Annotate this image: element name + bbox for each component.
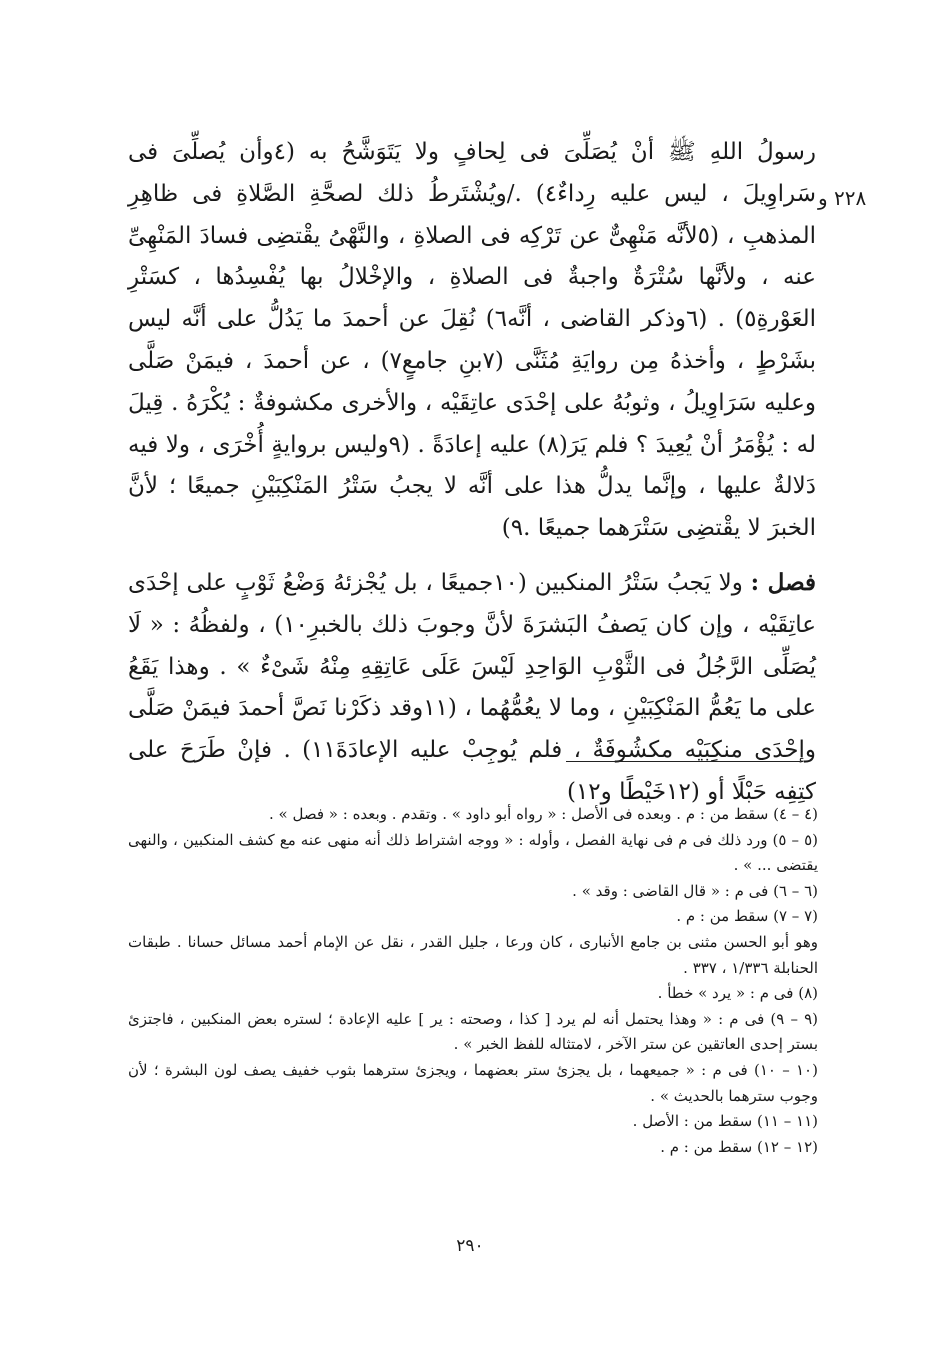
footnote: وهو أبو الحسن مثنى بن جامع الأنبارى ، كان ورعا ، جليل القدر ، نقل عن الإمام أحمد مسائل حسانا . طبقات الحنابلة ١/٣٣٦ ، ٣٣٧ . xyxy=(128,932,818,977)
fasl-paragraph xyxy=(128,562,816,814)
footnotes xyxy=(128,802,818,1160)
footnote: (٦ – ٦) فى م : « قال القاضى : وقد » . xyxy=(572,881,818,900)
folio-margin-note: ٢٢٨ و xyxy=(818,186,867,210)
fasl-heading: فصل : xyxy=(750,568,817,596)
footnote-separator xyxy=(566,761,800,762)
footnote: (٧ – ٧) سقط من : م . xyxy=(676,907,818,926)
footnote: (٤ – ٤) سقط من : م . وبعده فى الأصل : « رواه أبو داود » . وتقدم . وبعده : « فصل » . xyxy=(269,805,818,823)
footnote: (١١ – ١١) سقط من : الأصل . xyxy=(632,1112,818,1131)
main-text xyxy=(128,132,816,814)
footnote: (٩ – ٩) فى م : « وهذا يحتمل أنه لم يرد [ كذا ، وصحته : ير ] عليه الإعادة ؛ لستره بعض المنكبين ، فاجتزئ بستر إحدى العاتقين عن ستر الآخر ، لامتثاله للفظ الخبر » . xyxy=(128,1009,818,1054)
body-paragraph: رسولُ اللهِ ﷺ أنْ يُصَلِّىَ فى لِحافٍ ولا يَتَوَشَّحُ به (٤وأن يُصلِّىَ فى سَراوِيلَ ، ليس عليه رِداءٌ٤) ./ويُشْتَرطُ ذلك لصحَّةِ الصَّلاةِ فى ظاهِرِ المذهبِ ، (٥لأنَّه مَنْهِىٌّ عن تَرْكِه فى الصلاةِ ، والنَّهْىُ يقْتضِى فسادَ المَنْهِىِّ عنه ، ولأنَّها سُتْرَةٌ واجبةٌ فى الصلاةِ ، والإخْلالُ بها يُفْسِدُها ، كسَتْرِ العَوْرةِ٥) . (٦وذكر القاضى ، أنَّه٦) نُقِلَ عن أحمدَ ما يَدُلُّ على أنَّه ليس بشَرْطٍ ، وأخذهُ مِن روايَةِ مُثَنَّى (٧بنِ جامعٍ٧) ، عن أحمدَ ، فيمَنْ صَلَّى وعليه سَرَاوِيلُ ، وثوبُهُ على إحْدَى عاتِقَيْه ، والأخرى مكشوفةٌ : يُكْرَهُ . قِيلَ له : يُؤْمَرُ أنْ يُعِيدَ ؟ فلم يَرَ(٨) عليه إعادَةً . (٩وليس بروايةٍ أُخْرَى ، ولا فيه دَلالةٌ عليها ، وإنَّما يدلُّ هذا على أنَّه لا يجبُ سَتْرُ المَنْكِبَيْنِ جميعًا ؛ لأنَّ الخبرَ لا يقْتضِى سَتْرَهما جميعًا .٩) xyxy=(128,139,817,542)
footnote: (١٢ – ١٢) سقط من : م . xyxy=(660,1137,818,1156)
footnote: (٥ – ٥) ورد ذلك فى م فى نهاية الفصل ، وأوله : « ووجه اشتراط ذلك أنه منهى عنه مع كشف المنكبين ، والنهى يقتضى ... » . xyxy=(128,830,818,875)
footnote: (١٠ – ١٠) فى م : « جميعهما ، بل يجزئ ستر بعضهما ، ويجزئ سترهما بثوب خفيف يصف لون البشرة ؛ لأن وجوب سترهما بالحديث » . xyxy=(128,1060,818,1105)
page-number: ٢٩٠ xyxy=(456,1236,484,1256)
fasl-text: ولا يَجبُ سَتْرُ المنكبين (١٠جميعًا ، بل يُجْزئهُ وَضْعُ ثَوْبٍ على إحْدَى عاتِقَيْه ، وإن كان يَصفُ البَشرَةَ لأنَّ وجوبَ ذلك بالخبرِ١٠) ، ولفظُهُ : « لَا يُصَلِّى الرَّجُلُ فى الثَّوْبِ الوَاحِدِ لَيْسَ عَلَى عَاتِقِهِ مِنْهُ شَىْءٌ » . وهذا يَقَعُ على ما يَعُمُّ المَنْكِبَيْنِ ، وما لا يعُمُّهُما ، (١١وقد ذكَرْنا نَصَّ أحمدَ فيمَنْ صَلَّى وإحْدَى منكِبَيْه مكشُوفَةٌ ، فلم يُوجِبْ عليه الإعادَةَ١١) . فإنْ طَرَحَ على كتِفِه حَبْلًا أو (١٢خَيْطًا و١٢) xyxy=(128,569,816,805)
footnote: (٨) فى م : « يرد » خطأ . xyxy=(657,984,818,1003)
